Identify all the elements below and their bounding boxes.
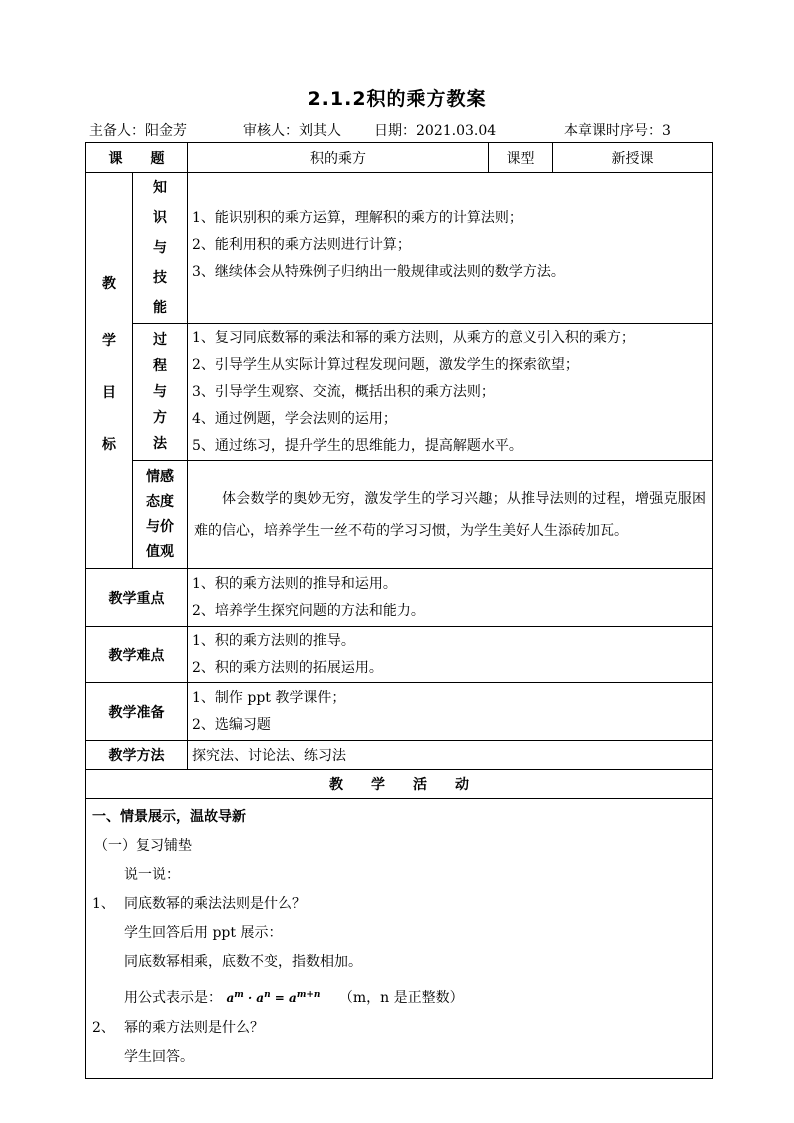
topic-value: 积的乘方 [188, 143, 489, 173]
lesson-plan-table [85, 142, 713, 1079]
question-1 [92, 890, 708, 919]
knowledge-item: 3、继续体会从特殊例子归纳出一般规律或法则的数学方法。 [192, 264, 565, 280]
formula-note: （m，n 是正整数） [338, 990, 464, 1006]
power-product-formula: $a^m \cdot a^n = a^{m+n}$ [226, 990, 321, 1005]
meta-date: 日期：2021.03.04 [374, 123, 497, 139]
preparation-item: 1、制作 ppt 教学课件； [192, 689, 346, 706]
preparation-content [188, 683, 713, 741]
emotion-content [188, 461, 713, 569]
goals-label-char: 目 [102, 384, 116, 401]
subsection-heading: （一）复习铺垫 [94, 838, 192, 854]
process-label-char: 与 [153, 384, 167, 400]
meta-reviewer: 审核人：刘其人 [243, 123, 341, 139]
method-value: 探究法、讨论法、练习法 [188, 741, 713, 770]
key-points-content [188, 569, 713, 627]
lesson-type-label: 课型 [489, 143, 553, 173]
goals-label-char: 教 [102, 275, 116, 292]
emotion-label-line: 情感 [146, 468, 174, 485]
activity-header: 教 学 活 动 [86, 770, 713, 799]
preparation-item: 2、选编习题 [192, 716, 271, 733]
method-label: 教学方法 [86, 741, 188, 770]
question-2 [92, 1014, 708, 1043]
key-point-item: 2、培养学生探究问题的方法和能力。 [192, 602, 425, 619]
emotion-label-line: 态度 [146, 493, 174, 510]
topic-label: 课 题 [86, 143, 188, 173]
preparation-row [86, 683, 713, 741]
process-row [86, 324, 713, 461]
question-number: 1、 [92, 896, 115, 912]
process-label [133, 324, 188, 461]
knowledge-item: 1、能识别积的乘方运算，理解积的乘方的计算法则； [192, 210, 523, 226]
activity-content [86, 799, 713, 1079]
difficulty-item: 2、积的乘方法则的拓展运用。 [192, 659, 383, 676]
section-heading: 一、情景展示，温故导新 [92, 809, 246, 825]
process-label-char: 程 [153, 358, 167, 374]
knowledge-content [188, 173, 713, 324]
process-label-char: 方 [153, 410, 167, 426]
knowledge-label-char: 与 [153, 240, 167, 256]
meta-lesson-number: 本章课时序号：3 [564, 123, 671, 139]
process-item: 2、引导学生从实际计算过程发现问题，激发学生的探索欲望； [192, 356, 579, 373]
page-title: 2.1.2积的乘方教案 [307, 88, 487, 110]
process-item: 4、通过例题，学会法则的运用； [192, 410, 397, 427]
emotion-label-line: 值观 [146, 543, 174, 560]
key-points-label: 教学重点 [86, 569, 188, 627]
process-item: 5、通过练习，提升学生的思维能力，提高解题水平。 [192, 437, 523, 454]
knowledge-label-char: 技 [153, 270, 167, 286]
answer-line: 同底数幂相乘，底数不变，指数相加。 [124, 954, 362, 970]
question-number: 2、 [92, 1020, 115, 1036]
difficulty-item: 1、积的乘方法则的推导。 [192, 632, 355, 649]
emotion-row [86, 461, 713, 569]
knowledge-label-char: 知 [153, 180, 167, 196]
question-text: 同底数幂的乘法法则是什么？ [124, 896, 306, 912]
emotion-label [133, 461, 188, 569]
activity-header-row [86, 770, 713, 799]
lesson-type-value: 新授课 [553, 143, 713, 173]
goals-label-char: 标 [102, 436, 116, 453]
process-item: 1、复习同底数幂的乘法和幂的乘方法则，从乘方的意义引入积的乘方； [192, 329, 635, 346]
goals-label-char: 学 [102, 332, 116, 349]
knowledge-item: 2、能利用积的乘方法则进行计算； [192, 237, 411, 253]
emotion-text: 体会数学的奥妙无穷，激发学生的学习兴趣；从推导法则的过程，增强克服困难的信心，培养学生一丝不苟的学习习惯，为学生美好人生添砖加瓦。 [194, 490, 706, 539]
difficulty-row [86, 627, 713, 683]
goals-label [86, 173, 133, 569]
emotion-label-line: 与价 [146, 518, 174, 535]
difficulty-content [188, 627, 713, 683]
formula-prefix: 用公式表示是： [124, 990, 222, 1006]
preparation-label: 教学准备 [86, 683, 188, 741]
process-content [188, 324, 713, 461]
knowledge-label [133, 173, 188, 324]
knowledge-label-char: 能 [153, 300, 167, 316]
method-row [86, 741, 713, 770]
meta-preparer: 主备人：阳金芳 [89, 123, 187, 139]
say-prompt: 说一说： [124, 867, 180, 883]
formula-line [92, 977, 708, 1014]
activity-row [86, 799, 713, 1079]
knowledge-label-char: 识 [153, 210, 167, 226]
key-point-item: 1、积的乘方法则的推导和运用。 [192, 575, 397, 592]
answer-line: 学生回答。 [124, 1049, 194, 1065]
question-text: 幂的乘方法则是什么？ [124, 1020, 264, 1036]
knowledge-row [86, 173, 713, 324]
topic-row [86, 143, 713, 173]
process-label-char: 过 [153, 332, 167, 348]
process-label-char: 法 [153, 436, 167, 452]
process-item: 3、引导学生观察、交流，概括出积的乘方法则； [192, 383, 495, 400]
answer-line: 学生回答后用 ppt 展示： [124, 925, 283, 941]
difficulty-label: 教学难点 [86, 627, 188, 683]
key-points-row [86, 569, 713, 627]
